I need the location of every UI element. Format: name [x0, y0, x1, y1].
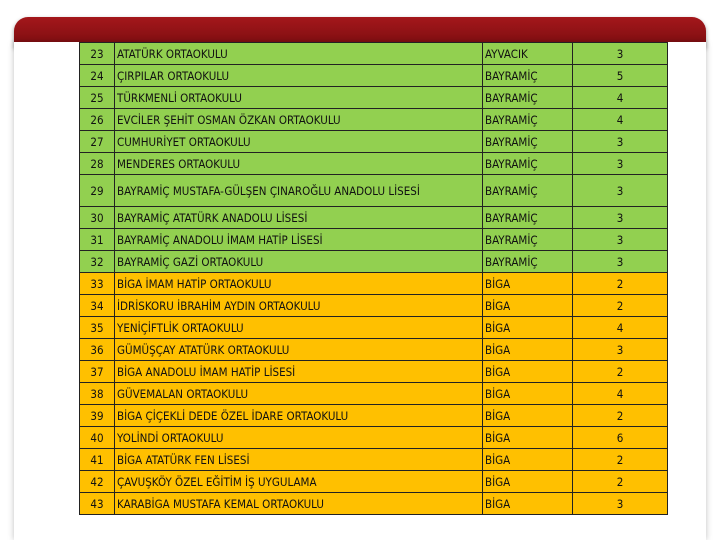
- count-cell: 3: [573, 493, 668, 515]
- school-name-cell: BAYRAMİÇ MUSTAFA-GÜLŞEN ÇINAROĞLU ANADOLU LİSESİ: [115, 175, 483, 207]
- count-cell: 4: [573, 87, 668, 109]
- count-cell: 2: [573, 361, 668, 383]
- school-name-cell: BİGA İMAM HATİP ORTAOKULU: [115, 273, 483, 295]
- school-name-cell: MENDERES ORTAOKULU: [115, 153, 483, 175]
- school-name-cell: EVCİLER ŞEHİT OSMAN ÖZKAN ORTAOKULU: [115, 109, 483, 131]
- table-row: [80, 207, 668, 229]
- school-name-cell: ATATÜRK ORTAOKULU: [115, 43, 483, 65]
- row-number-cell: 27: [80, 131, 115, 153]
- district-cell: BAYRAMİÇ: [483, 109, 573, 131]
- school-name-cell: BAYRAMİÇ ANADOLU İMAM HATİP LİSESİ: [115, 229, 483, 251]
- district-cell: BAYRAMİÇ: [483, 229, 573, 251]
- school-name-cell: BİGA ÇİÇEKLİ DEDE ÖZEL İDARE ORTAOKULU: [115, 405, 483, 427]
- district-cell: BAYRAMİÇ: [483, 207, 573, 229]
- count-cell: 3: [573, 251, 668, 273]
- row-number-cell: 42: [80, 471, 115, 493]
- row-number-cell: 26: [80, 109, 115, 131]
- school-name-cell: İDRİSKORU İBRAHİM AYDIN ORTAOKULU: [115, 295, 483, 317]
- district-cell: BİGA: [483, 295, 573, 317]
- table-row: [80, 339, 668, 361]
- school-name-cell: BİGA ANADOLU İMAM HATİP LİSESİ: [115, 361, 483, 383]
- school-name-cell: ÇIRPILAR ORTAOKULU: [115, 65, 483, 87]
- count-cell: 6: [573, 427, 668, 449]
- table-row: [80, 295, 668, 317]
- count-cell: 4: [573, 383, 668, 405]
- school-name-cell: BAYRAMİÇ GAZİ ORTAOKULU: [115, 251, 483, 273]
- district-cell: BAYRAMİÇ: [483, 251, 573, 273]
- table-row: [80, 361, 668, 383]
- district-cell: BİGA: [483, 427, 573, 449]
- count-cell: 4: [573, 109, 668, 131]
- district-cell: BAYRAMİÇ: [483, 175, 573, 207]
- school-name-cell: ÇAVUŞKÖY ÖZEL EĞİTİM İŞ UYGULAMA: [115, 471, 483, 493]
- table-row: [80, 427, 668, 449]
- row-number-cell: 30: [80, 207, 115, 229]
- table-row: [80, 109, 668, 131]
- district-cell: AYVACIK: [483, 43, 573, 65]
- school-name-cell: CUMHURİYET ORTAOKULU: [115, 131, 483, 153]
- school-name-cell: YENİÇİFTLİK ORTAOKULU: [115, 317, 483, 339]
- count-cell: 2: [573, 471, 668, 493]
- table-row: [80, 405, 668, 427]
- school-name-cell: KARABİGA MUSTAFA KEMAL ORTAOKULU: [115, 493, 483, 515]
- table-row: [80, 317, 668, 339]
- district-cell: BİGA: [483, 405, 573, 427]
- table-row: [80, 175, 668, 207]
- row-number-cell: 29: [80, 175, 115, 207]
- row-number-cell: 34: [80, 295, 115, 317]
- table-row: [80, 229, 668, 251]
- schools-table: [79, 42, 668, 515]
- row-number-cell: 39: [80, 405, 115, 427]
- school-name-cell: BAYRAMİÇ ATATÜRK ANADOLU LİSESİ: [115, 207, 483, 229]
- district-cell: BAYRAMİÇ: [483, 131, 573, 153]
- count-cell: 3: [573, 175, 668, 207]
- count-cell: 2: [573, 273, 668, 295]
- table-row: [80, 43, 668, 65]
- row-number-cell: 28: [80, 153, 115, 175]
- district-cell: BAYRAMİÇ: [483, 65, 573, 87]
- count-cell: 3: [573, 153, 668, 175]
- district-cell: BİGA: [483, 383, 573, 405]
- table-row: [80, 383, 668, 405]
- row-number-cell: 36: [80, 339, 115, 361]
- count-cell: 4: [573, 317, 668, 339]
- district-cell: BAYRAMİÇ: [483, 87, 573, 109]
- district-cell: BİGA: [483, 361, 573, 383]
- district-cell: BİGA: [483, 493, 573, 515]
- count-cell: 3: [573, 43, 668, 65]
- district-cell: BİGA: [483, 273, 573, 295]
- count-cell: 3: [573, 229, 668, 251]
- table-row: [80, 65, 668, 87]
- table-row: [80, 471, 668, 493]
- table-row: [80, 153, 668, 175]
- table-row: [80, 493, 668, 515]
- school-name-cell: BİGA ATATÜRK FEN LİSESİ: [115, 449, 483, 471]
- count-cell: 3: [573, 207, 668, 229]
- table-row: [80, 449, 668, 471]
- row-number-cell: 41: [80, 449, 115, 471]
- school-name-cell: TÜRKMENLİ ORTAOKULU: [115, 87, 483, 109]
- count-cell: 3: [573, 131, 668, 153]
- district-cell: BİGA: [483, 339, 573, 361]
- row-number-cell: 38: [80, 383, 115, 405]
- count-cell: 2: [573, 295, 668, 317]
- district-cell: BİGA: [483, 317, 573, 339]
- count-cell: 2: [573, 449, 668, 471]
- table-row: [80, 273, 668, 295]
- school-name-cell: GÜVEMALAN ORTAOKULU: [115, 383, 483, 405]
- row-number-cell: 23: [80, 43, 115, 65]
- row-number-cell: 37: [80, 361, 115, 383]
- row-number-cell: 25: [80, 87, 115, 109]
- slide-header: [0, 0, 720, 42]
- count-cell: 3: [573, 339, 668, 361]
- district-cell: BİGA: [483, 449, 573, 471]
- row-number-cell: 31: [80, 229, 115, 251]
- school-name-cell: GÜMÜŞÇAY ATATÜRK ORTAOKULU: [115, 339, 483, 361]
- row-number-cell: 43: [80, 493, 115, 515]
- row-number-cell: 40: [80, 427, 115, 449]
- row-number-cell: 24: [80, 65, 115, 87]
- district-cell: BAYRAMİÇ: [483, 153, 573, 175]
- school-name-cell: YOLİNDİ ORTAOKULU: [115, 427, 483, 449]
- district-cell: BİGA: [483, 471, 573, 493]
- count-cell: 5: [573, 65, 668, 87]
- table-row: [80, 131, 668, 153]
- table-row: [80, 87, 668, 109]
- count-cell: 2: [573, 405, 668, 427]
- row-number-cell: 35: [80, 317, 115, 339]
- row-number-cell: 32: [80, 251, 115, 273]
- table-row: [80, 251, 668, 273]
- schools-table-body: [80, 43, 668, 515]
- row-number-cell: 33: [80, 273, 115, 295]
